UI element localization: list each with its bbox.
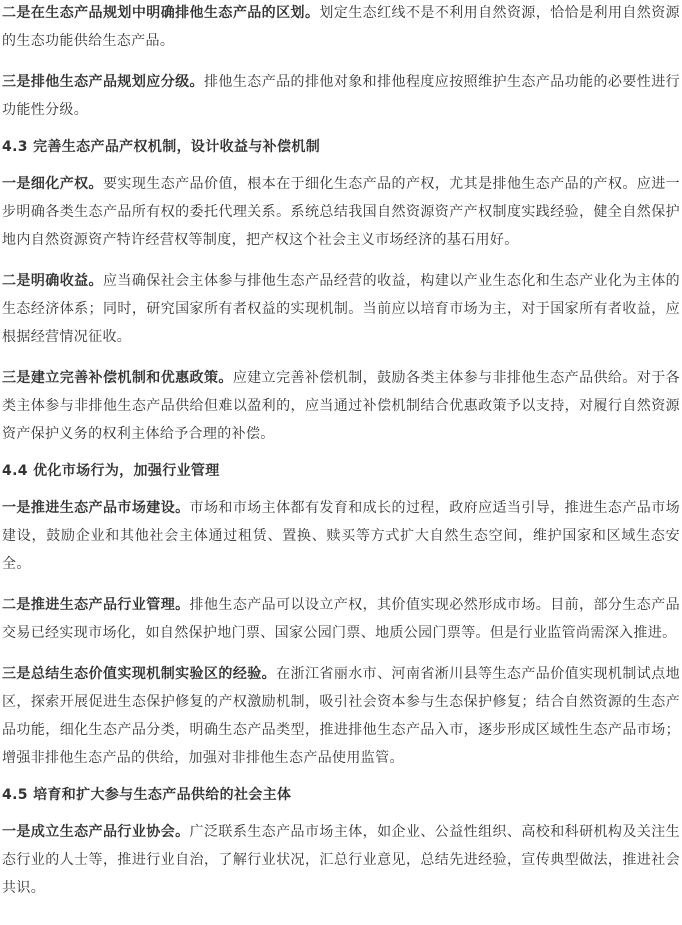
paragraph-text: 应当确保社会主体参与排他生态产品经营的收益，构建以产业生态化和生态产业化为主体的生态经济体系；同时，研究国家所有者权益的实现机制。当前应以培育市场为主，对于国家所有者收益，应根据经营情况征收。 xyxy=(2,273,681,345)
paragraph-pilot-experience xyxy=(2,660,680,772)
paragraph-text: 要实现生态产品价值，根本在于细化生态产品的产权，尤其是排他生态产品的产权。应进一步明确各类生态产品所有权的委托代理关系。系统总结我国自然资源资产产权制度实践经验，健全自然保护地内自然资源资产特许经营权等制度，把产权这个社会主义市场经济的基石用好。 xyxy=(2,176,681,248)
paragraph-text: 排他生态产品可以设立产权，其价值实现必然形成市场。目前，部分生态产品交易已经实现市场化，如自然保护地门票、国家公园门票、地质公园门票等。但是行业监管尚需深入推进。 xyxy=(2,597,680,641)
paragraph-lead: 一是成立生态产品行业协会。 xyxy=(2,824,190,840)
paragraph-industry-management xyxy=(2,591,680,647)
paragraph-lead: 三是排他生态产品规划应分级。 xyxy=(2,74,204,90)
paragraph-text: 应建立完善补偿机制，鼓励各类主体参与非排他生态产品供给。对于各类主体参与非排他生态产品供给但难以盈利的，应当通过补偿机制结合优惠政策予以支持，对履行自然资源资产保护义务的权利主体给予合理的补偿。 xyxy=(2,370,680,442)
paragraph-text: 市场和市场主体都有发育和成长的过程，政府应适当引导，推进生态产品市场建设，鼓励企业和其他社会主体通过租赁、置换、赎买等方式扩大自然生态空间，维护国家和区域生态安全。 xyxy=(2,500,680,572)
section-heading-4-5: 4.5 培育和扩大参与生态产品供给的社会主体 xyxy=(2,787,292,803)
paragraph-lead: 三是建立完善补偿机制和优惠政策。 xyxy=(2,370,233,386)
paragraph-industry-association xyxy=(2,818,680,902)
paragraph-text: 划定生态红线不是不利用自然资源，恰恰是利用自然资源的生态功能供给生态产品。 xyxy=(2,5,681,49)
paragraph-lead: 三是总结生态价值实现机制实验区的经验。 xyxy=(2,666,277,682)
section-heading-4-3: 4.3 完善生态产品产权机制，设计收益与补偿机制 xyxy=(2,139,321,155)
section-heading-4-4: 4.4 优化市场行为，加强行业管理 xyxy=(2,463,220,479)
paragraph-lead: 一是推进生态产品市场建设。 xyxy=(2,500,190,516)
paragraph-compensation xyxy=(2,364,680,448)
paragraph-grading xyxy=(2,68,680,124)
paragraph-lead: 二是推进生态产品行业管理。 xyxy=(2,597,190,613)
paragraph-revenue xyxy=(2,267,680,351)
paragraph-zoning xyxy=(2,0,680,55)
paragraph-lead: 一是细化产权。 xyxy=(2,176,103,192)
paragraph-property-rights xyxy=(2,170,680,254)
paragraph-text: 在浙江省丽水市、河南省淅川县等生态产品价值实现机制试点地区，探索开展促进生态保护修复的产权激励机制，吸引社会资本参与生态保护修复；结合自然资源的生态产品功能，细化生态产品分类，明确生态产品类型，推进排他生态产品入市，逐步形成区域性生态产品市场；增强非排他生态产品的供给，加强对非排他生态产品使用监管。 xyxy=(2,666,680,766)
paragraph-text: 广泛联系生态产品市场主体，如企业、公益性组织、高校和科研机构及关注生态行业的人士等，推进行业自治，了解行业状况，汇总行业意见，总结先进经验，宣传典型做法，推进社会共识。 xyxy=(2,824,680,896)
paragraph-lead: 二是在生态产品规划中明确排他生态产品的区划。 xyxy=(2,5,320,21)
paragraph-market-building xyxy=(2,494,680,578)
paragraph-lead: 二是明确收益。 xyxy=(2,273,103,289)
paragraph-text: 排他生态产品的排他对象和排他程度应按照维护生态产品功能的必要性进行功能性分级。 xyxy=(2,74,680,118)
